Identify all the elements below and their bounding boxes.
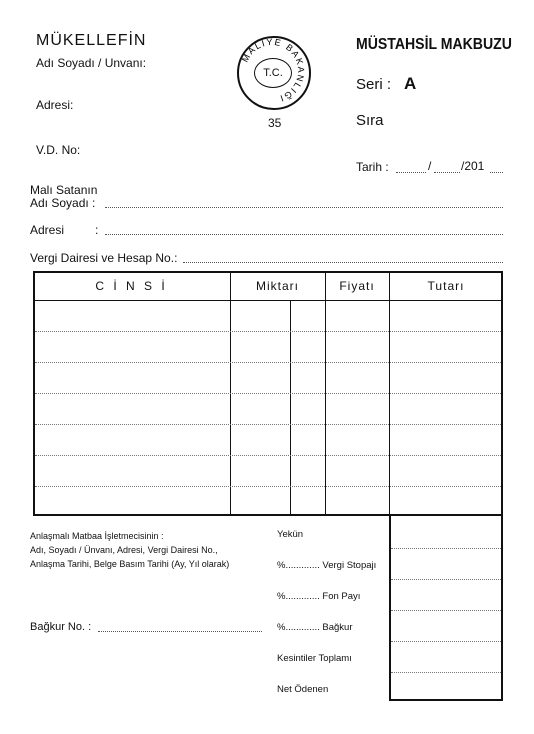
table-row[interactable] [35, 362, 501, 363]
seller-name-field[interactable] [105, 207, 503, 208]
table-row[interactable] [35, 393, 501, 394]
date-sep2: /201 [461, 159, 485, 173]
printer-info-line1: Anlaşmalı Matbaa İşletmecisinin : [30, 531, 164, 541]
summary-total-label: Yekün [277, 529, 304, 540]
table-row[interactable] [35, 486, 501, 487]
printer-info-line2: Adı, Soyadı / Ünvanı, Adresi, Vergi Dairesi No., [30, 545, 218, 555]
col-header-quantity: Miktarı [256, 279, 299, 293]
seller-heading: Malı Satanın [30, 183, 98, 197]
series-value: A [404, 74, 417, 93]
seller-address-label: Adresi [30, 223, 65, 237]
summary-net-label: Net Ödenen [277, 684, 329, 695]
receipt-title: MÜSTAHSİL MAKBUZU [356, 36, 512, 53]
col-header-total: Tutarı [427, 279, 465, 293]
seller-tax-field[interactable] [183, 262, 503, 263]
summary-withholding-label: %............. Vergi Stopajı [277, 560, 377, 571]
taxpayer-address-label: Adresi: [36, 98, 74, 112]
bagkur-label: Bağkur No. : [30, 621, 92, 633]
svg-text:MALİYE BAKANLIĞI: MALİYE BAKANLIĞI [239, 36, 307, 104]
summary-box [389, 516, 503, 701]
table-row[interactable] [35, 331, 501, 332]
date-sep1: / [428, 159, 432, 173]
taxpayer-heading: MÜKELLEFİN [36, 32, 147, 49]
summary-fund-label: %............. Fon Payı [277, 591, 361, 602]
summary-deductions-label: Kesintiler Toplamı [277, 653, 352, 664]
taxpayer-tax-office-label: V.D. No: [36, 143, 81, 157]
date-label: Tarih : [356, 160, 389, 174]
table-row[interactable] [35, 455, 501, 456]
bagkur-field[interactable] [98, 631, 262, 632]
printer-info-line3: Anlaşma Tarihi, Belge Basım Tarihi (Ay, Yıl olarak) [30, 559, 230, 569]
col-header-price: Fiyatı [339, 279, 375, 293]
taxpayer-name-label: Adı Soyadı / Unvanı: [36, 56, 147, 70]
summary-bagkur-label: %............. Bağkur [277, 622, 353, 633]
col-header-description: C İ N S İ [95, 279, 168, 293]
table-row[interactable] [35, 424, 501, 425]
seal-center: T.C. [254, 58, 292, 88]
seller-address-colon: : [95, 223, 99, 237]
seller-name-label: Adı Soyadı : [30, 196, 96, 210]
series-label: Seri : [356, 76, 392, 93]
seal-number: 35 [268, 116, 282, 130]
sequence-label: Sıra [356, 112, 384, 129]
seller-address-field[interactable] [105, 234, 503, 235]
seller-tax-label: Vergi Dairesi ve Hesap No.: [30, 251, 178, 265]
